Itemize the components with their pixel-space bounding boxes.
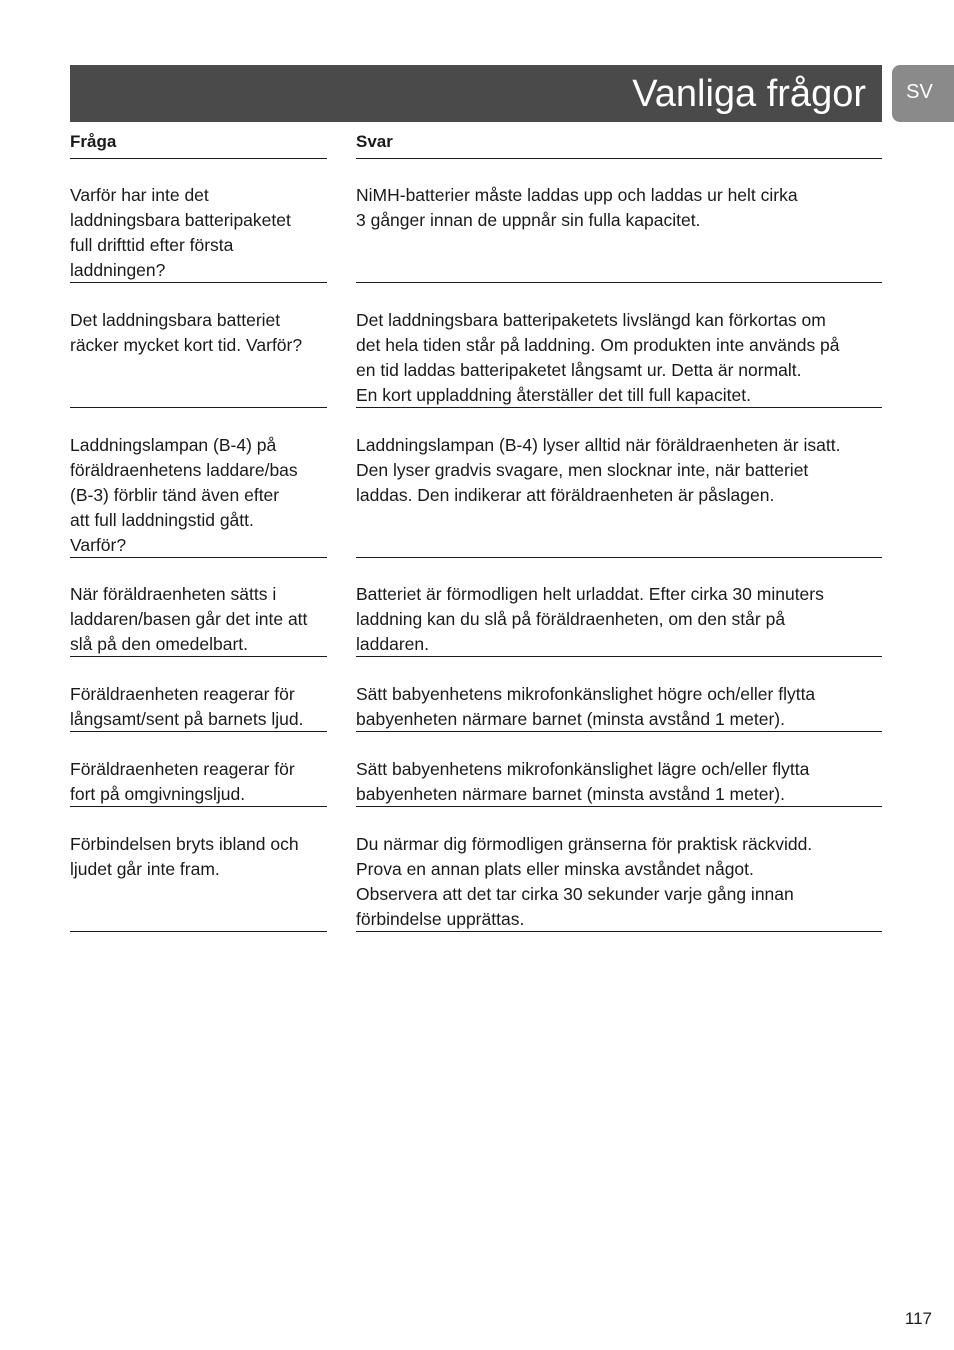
faq-answer-6: Sätt babyenhetens mikrofonkänslighet lägre och/eller flytta babyenheten närmare barnet (minsta avstånd 1 meter). (356, 737, 882, 807)
faq-answer-5: Sätt babyenhetens mikrofonkänslighet högre och/eller flytta babyenheten närmare barnet (minsta avstånd 1 meter). (356, 662, 882, 732)
page-title: Vanliga frågor (632, 73, 866, 115)
faq-question-1: Varför har inte det laddningsbara batteripaketet full drifttid efter första laddningen? (70, 163, 327, 283)
faq-answer-1: NiMH-batterier måste laddas upp och laddas ur helt cirka 3 gånger innan de uppnår sin fulla kapacitet. (356, 163, 882, 283)
language-label: SV (906, 81, 933, 103)
faq-question-4: När föräldraenheten sätts i laddaren/basen går det inte att slå på den omedelbart. (70, 562, 327, 657)
page-number: 117 (904, 1309, 932, 1328)
answer-column-header: Svar (356, 131, 882, 159)
faq-question-7: Förbindelsen bryts ibland och ljudet går inte fram. (70, 812, 327, 932)
title-bar (70, 65, 882, 122)
faq-answer-7: Du närmar dig förmodligen gränserna för praktisk räckvidd. Prova en annan plats eller minska avståndet något. Observera att det tar cirka 30 sekunder varje gång innan förbindelse upprättas. (356, 812, 882, 932)
language-tab (892, 65, 954, 122)
faq-answer-3: Laddningslampan (B-4) lyser alltid när föräldraenheten är isatt. Den lyser gradvis svagare, men slocknar inte, när batteriet laddas. Den indikerar att föräldraenheten är påslagen. (356, 413, 882, 558)
faq-answer-2: Det laddningsbara batteripaketets livslängd kan förkortas om det hela tiden står på laddning. Om produkten inte används på en tid laddas batteripaketet långsamt ur. Detta är normalt. En kort uppladdning återställer det till full kapacitet. (356, 288, 882, 408)
faq-question-3: Laddningslampan (B-4) på föräldraenhetens laddare/bas (B-3) förblir tänd även efter att full laddningstid gått. Varför? (70, 413, 327, 558)
faq-question-5: Föräldraenheten reagerar för långsamt/sent på barnets ljud. (70, 662, 327, 732)
question-column-header: Fråga (70, 131, 327, 159)
faq-question-2: Det laddningsbara batteriet räcker mycket kort tid. Varför? (70, 288, 327, 408)
faq-question-6: Föräldraenheten reagerar för fort på omgivningsljud. (70, 737, 327, 807)
faq-answer-4: Batteriet är förmodligen helt urladdat. Efter cirka 30 minuters laddning kan du slå på föräldraenheten, om den står på laddaren. (356, 562, 882, 657)
